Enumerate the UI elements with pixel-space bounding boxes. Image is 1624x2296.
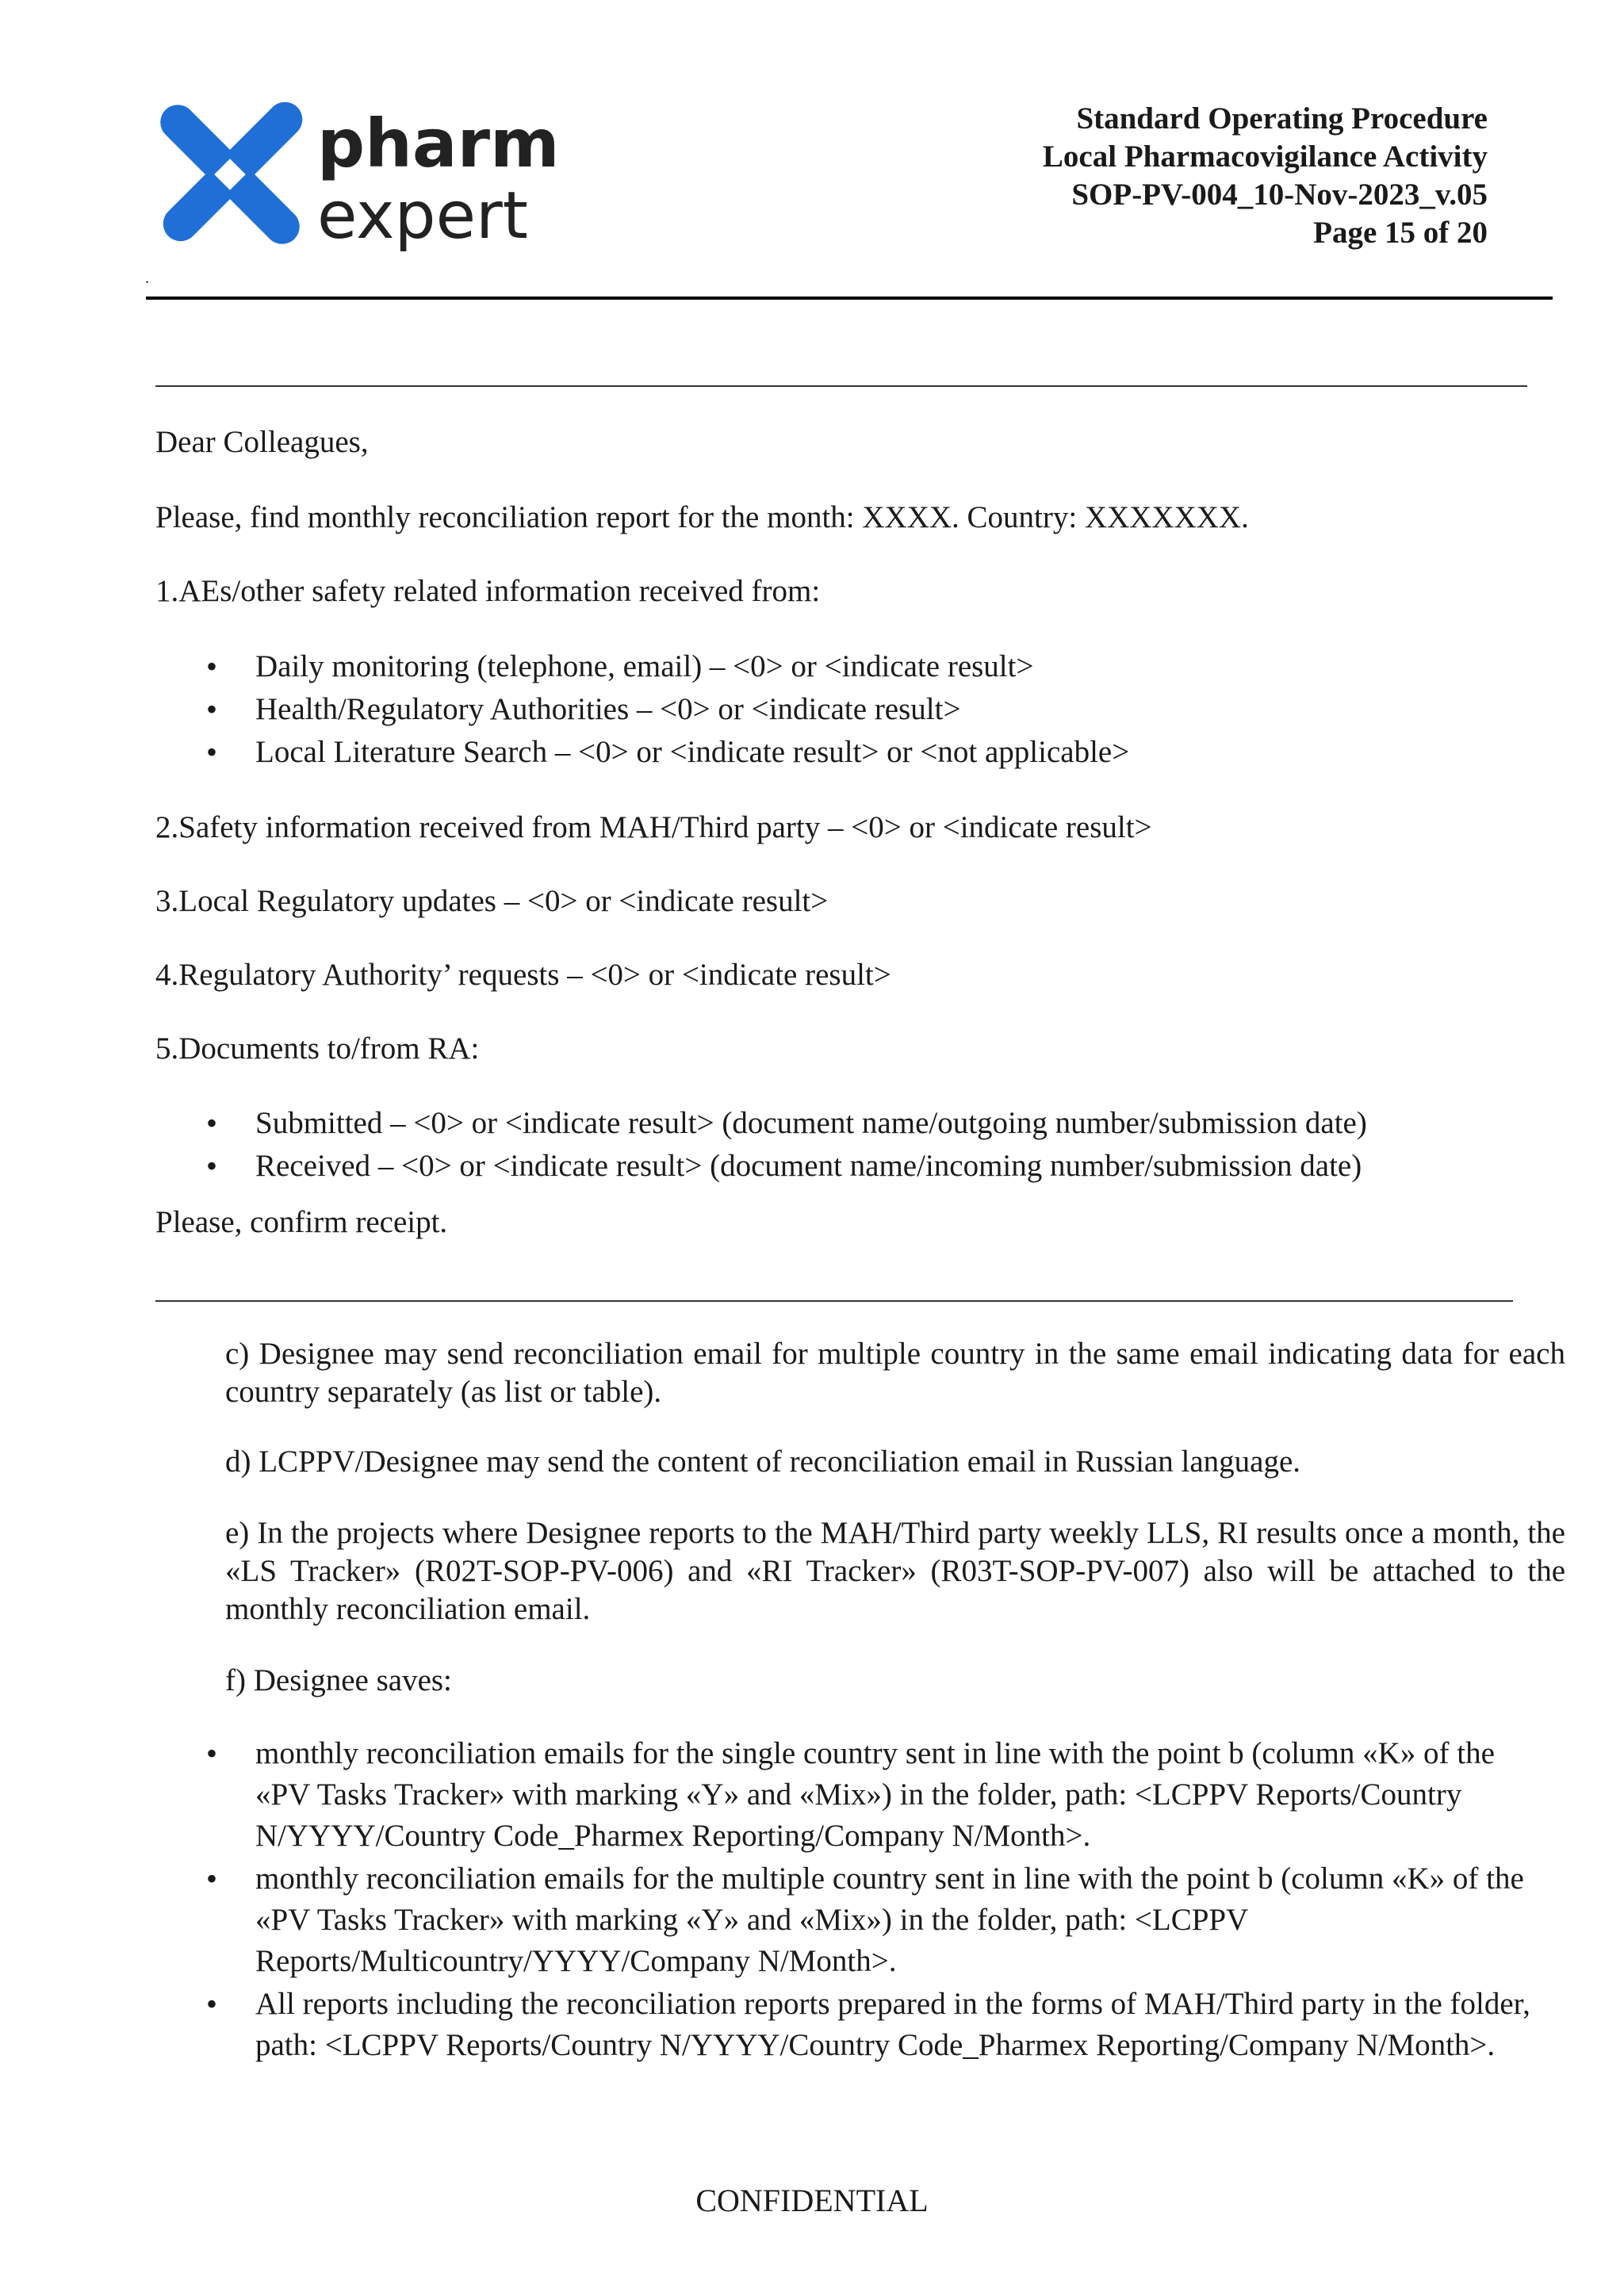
pharm-expert-logo-icon (151, 87, 563, 262)
svg-text:pharm: pharm (317, 105, 560, 182)
list-item: • monthly reconciliation emails for the multiple country sent in line with the point b (column «K» of the «PV Tasks Tracker» with marking «Y» and «Mix») in the folder, path: <LCPPV Reports/Multicountry/YYYY/Company N/Month>. (206, 1858, 1554, 1982)
list-item: • monthly reconciliation emails for the single country sent in line with the point b (column «K» of the «PV Tasks Tracker» with marking «Y» and «Mix») in the folder, path: <LCPPV Reports/Country N/YYYY/Country Code_Pharmex Reporting/Company N/Month>. (206, 1733, 1554, 1857)
list-item: • Submitted – <0> or <indicate result> (document name/outgoing number/submission date) (206, 1102, 1367, 1145)
email-item-5-list (206, 1102, 1367, 1188)
list-item: • All reports including the reconciliation reports prepared in the forms of MAH/Third party in the folder, path: <LCPPV Reports/Country N/YYYY/Country Code_Pharmex Reporting/Company N/Month>. (206, 1984, 1554, 2066)
email-item-3: 3.Local Regulatory updates – <0> or <indicate result> (155, 884, 829, 918)
header-title: Standard Operating Procedure (1076, 101, 1488, 136)
email-item-1: 1.AEs/other safety related information received from: (155, 574, 821, 608)
list-item: • Local Literature Search – <0> or <indicate result> or <not applicable> (206, 731, 1129, 774)
email-template-top-rule (155, 385, 1527, 387)
list-item: • Received – <0> or <indicate result> (document name/incoming number/submission date) (206, 1145, 1367, 1188)
confidential-footer: CONFIDENTIAL (695, 2183, 929, 2218)
email-template-bottom-rule (155, 1300, 1513, 1302)
paragraph-e: e) In the projects where Designee reports to the MAH/Third party weekly LLS, RI results once a month, the «LS Tracker» (R02T-SOP-PV-006) and «RI Tracker» (R03T-SOP-PV-007) also will be attached to the monthly reconciliation email. (225, 1516, 1565, 1626)
header-page-number: Page 15 of 20 (1313, 216, 1488, 250)
email-item-5: 5.Documents to/from RA: (155, 1031, 480, 1066)
email-closing: Please, confirm receipt. (155, 1205, 448, 1239)
paragraph-c: c) Designee may send reconciliation email for multiple country in the same email indicating data for each country separately (as list or table). (225, 1337, 1565, 1409)
document-header-info (1043, 100, 1488, 252)
paragraph-f: f) Designee saves: (225, 1663, 452, 1697)
list-item: • Health/Regulatory Authorities – <0> or <indicate result> (206, 688, 1129, 731)
paragraph-d: d) LCPPV/Designee may send the content of reconciliation email in Russian language. (225, 1445, 1301, 1479)
stray-mark: . (145, 270, 149, 287)
company-logo (151, 87, 563, 262)
header-divider (146, 297, 1553, 300)
email-intro: Please, find monthly reconciliation report for the month: XXXX. Country: XXXXXXX. (155, 500, 1249, 534)
header-doc-id: SOP-PV-004_10-Nov-2023_v.05 (1071, 178, 1488, 212)
list-item: • Daily monitoring (telephone, email) – <0> or <indicate result> (206, 645, 1129, 688)
email-item-2: 2.Safety information received from MAH/Third party – <0> or <indicate result> (155, 810, 1152, 844)
email-item-1-list (206, 645, 1129, 774)
email-item-4: 4.Regulatory Authority’ requests – <0> or <indicate result> (155, 958, 891, 992)
email-greeting: Dear Colleagues, (155, 425, 369, 459)
designee-saves-list (206, 1733, 1554, 2068)
header-subtitle: Local Pharmacovigilance Activity (1042, 140, 1488, 174)
svg-text:expert: expert (317, 178, 528, 254)
